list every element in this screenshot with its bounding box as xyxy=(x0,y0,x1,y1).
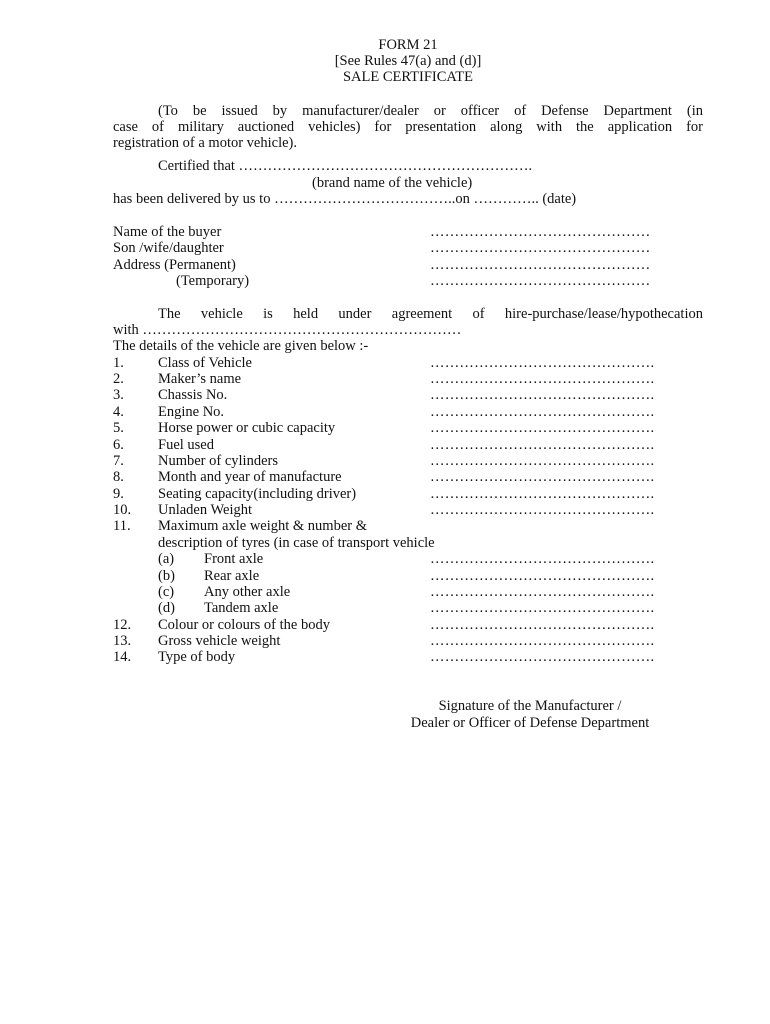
front-axle-label: Front axle xyxy=(204,551,264,567)
form-number: FORM 21 xyxy=(378,37,438,53)
body-type-field: ………………………………………. xyxy=(430,649,655,665)
item-number: 8. xyxy=(113,469,124,485)
brand-name-hint: (brand name of the vehicle) xyxy=(312,175,473,191)
sub-item-number: (a) xyxy=(158,551,175,567)
item-number: 2. xyxy=(113,371,124,387)
makers-name-field: ………………………………………. xyxy=(430,371,655,387)
class-of-vehicle-field: ………………………………………. xyxy=(430,355,655,371)
intro-line-3: registration of a motor vehicle). xyxy=(113,135,298,151)
horse-power-label: Horse power or cubic capacity xyxy=(158,420,336,436)
temporary-address-field: ……………………………………… xyxy=(430,273,651,289)
unladen-weight-label: Unladen Weight xyxy=(158,502,253,518)
unladen-weight-field: ………………………………………. xyxy=(430,502,655,518)
seating-capacity-label: Seating capacity(including driver) xyxy=(158,486,357,502)
body-colour-label: Colour or colours of the body xyxy=(158,617,330,633)
sub-item-number: (b) xyxy=(158,568,175,584)
temporary-address-label: (Temporary) xyxy=(176,273,250,289)
permanent-address-field: ……………………………………… xyxy=(430,257,651,273)
intro-line-2: case of military auctioned vehicles) for presentation along with the application for xyxy=(113,119,703,135)
item-number: 12. xyxy=(113,617,132,633)
tandem-axle-field: ………………………………………. xyxy=(430,600,655,616)
body-colour-field: ………………………………………. xyxy=(430,617,655,633)
signature-line-1: Signature of the Manufacturer / xyxy=(438,698,622,714)
agreement-with-line: with ………………………………………………………… xyxy=(113,322,462,338)
gross-weight-label: Gross vehicle weight xyxy=(158,633,281,649)
fuel-used-field: ………………………………………. xyxy=(430,437,655,453)
cylinders-field: ………………………………………. xyxy=(430,453,655,469)
details-intro: The details of the vehicle are given below :- xyxy=(113,338,369,354)
makers-name-label: Maker’s name xyxy=(158,371,242,387)
tandem-axle-label: Tandem axle xyxy=(204,600,279,616)
item-number: 11. xyxy=(113,518,131,534)
rear-axle-label: Rear axle xyxy=(204,568,260,584)
sub-item-number: (d) xyxy=(158,600,175,616)
item-number: 1. xyxy=(113,355,124,371)
chassis-no-field: ………………………………………. xyxy=(430,387,655,403)
signature-line-2: Dealer or Officer of Defense Department xyxy=(410,715,650,731)
item-number: 9. xyxy=(113,486,124,502)
intro-line-1: (To be issued by manufacturer/dealer or officer of Defense Department (in xyxy=(158,103,703,119)
delivered-line: has been delivered by us to ………………………………..on ………….. (date) xyxy=(113,191,577,207)
rear-axle-field: ………………………………………. xyxy=(430,568,655,584)
item-number: 5. xyxy=(113,420,124,436)
engine-no-field: ………………………………………. xyxy=(430,404,655,420)
buyer-name-field: ……………………………………… xyxy=(430,224,651,240)
item-number: 10. xyxy=(113,502,132,518)
relation-label: Son /wife/daughter xyxy=(113,240,224,256)
buyer-name-label: Name of the buyer xyxy=(113,224,222,240)
seating-capacity-field: ………………………………………. xyxy=(430,486,655,502)
fuel-used-label: Fuel used xyxy=(158,437,214,453)
agreement-line: The vehicle is held under agreement of hire-purchase/lease/hypothecation xyxy=(158,306,703,322)
engine-no-label: Engine No. xyxy=(158,404,225,420)
relation-field: ……………………………………… xyxy=(430,240,651,256)
document-title: SALE CERTIFICATE xyxy=(342,69,474,85)
other-axle-label: Any other axle xyxy=(204,584,291,600)
axle-weight-label-1: Maximum axle weight & number & xyxy=(158,518,368,534)
item-number: 7. xyxy=(113,453,124,469)
item-number: 13. xyxy=(113,633,132,649)
front-axle-field: ………………………………………. xyxy=(430,551,655,567)
gross-weight-field: ………………………………………. xyxy=(430,633,655,649)
body-type-label: Type of body xyxy=(158,649,236,665)
other-axle-field: ………………………………………. xyxy=(430,584,655,600)
chassis-no-label: Chassis No. xyxy=(158,387,228,403)
cylinders-label: Number of cylinders xyxy=(158,453,278,469)
manufacture-date-label: Month and year of manufacture xyxy=(158,469,342,485)
item-number: 4. xyxy=(113,404,124,420)
manufacture-date-field: ………………………………………. xyxy=(430,469,655,485)
axle-weight-label-2: description of tyres (in case of transport vehicle xyxy=(158,535,435,551)
class-of-vehicle-label: Class of Vehicle xyxy=(158,355,252,371)
permanent-address-label: Address (Permanent) xyxy=(113,257,236,273)
sub-item-number: (c) xyxy=(158,584,175,600)
horse-power-field: ………………………………………. xyxy=(430,420,655,436)
rules-reference: [See Rules 47(a) and (d)] xyxy=(334,53,482,69)
item-number: 3. xyxy=(113,387,124,403)
item-number: 6. xyxy=(113,437,124,453)
item-number: 14. xyxy=(113,649,132,665)
certified-line: Certified that ……………………………………………………. xyxy=(158,158,533,174)
